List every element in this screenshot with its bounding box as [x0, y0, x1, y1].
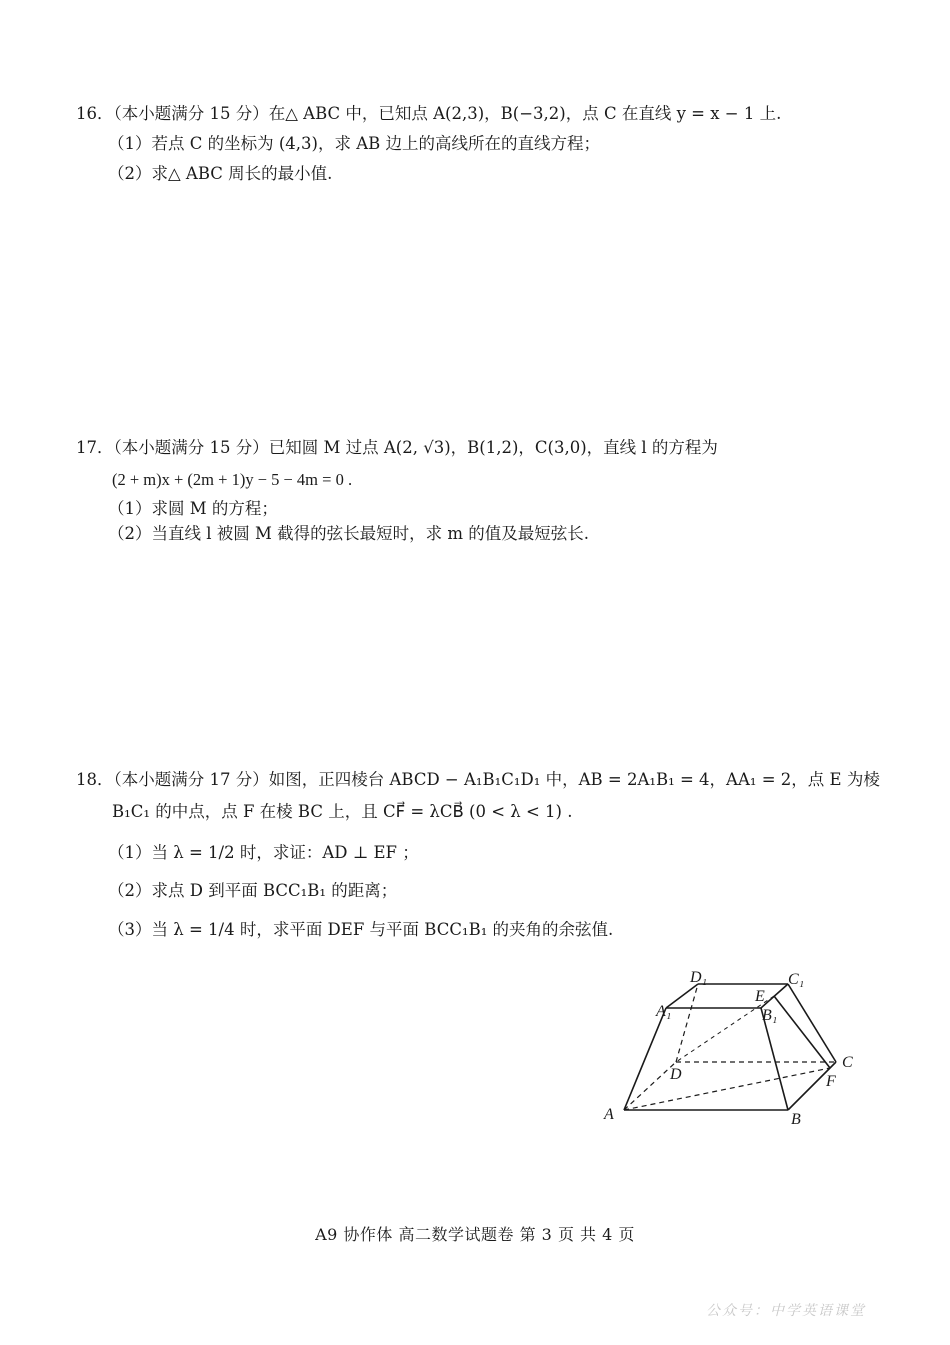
- q18-part1: （1）当 λ = 1/2 时，求证：AD ⊥ EF ；: [108, 843, 419, 862]
- frustum-figure: [598, 960, 878, 1135]
- label-A1: A₁: [656, 1003, 672, 1020]
- watermark: 公众号：中学英语课堂: [706, 1303, 866, 1319]
- q16-stem: 16．（本小题满分 15 分）在△ ABC 中，已知点 A(2,3)，B(−3,2)，点 C 在直线 y = x − 1 上.: [76, 104, 782, 123]
- segment-AF-hidden: [624, 1068, 830, 1110]
- label-A: A: [604, 1106, 614, 1123]
- page-footer: A9 协作体 高二数学试题卷 第 3 页 共 4 页: [315, 1225, 635, 1244]
- edge-AD-hidden: [624, 1062, 676, 1110]
- q18-part2: （2）求点 D 到平面 BCC₁B₁ 的距离；: [108, 881, 398, 900]
- label-B: B: [791, 1111, 801, 1128]
- label-D: D: [670, 1066, 682, 1083]
- label-E: E: [755, 988, 765, 1005]
- q18-stem-continued: B₁C₁ 的中点，点 F 在棱 BC 上，且 CF⃗ = λCB⃗ (0 < λ < 1) .: [112, 802, 573, 821]
- q18-stem: 18．（本小题满分 17 分）如图，正四棱台 ABCD − A₁B₁C₁D₁ 中，AB = 2A₁B₁ = 4，AA₁ = 2，点 E 为棱: [76, 770, 880, 789]
- q16-part1: （1）若点 C 的坐标为 (4,3)，求 AB 边上的高线所在的直线方程；: [108, 134, 601, 153]
- q16-part2: （2）求△ ABC 周长的最小值.: [108, 164, 333, 183]
- label-C1: C₁: [788, 971, 805, 988]
- label-D1: D₁: [690, 969, 708, 986]
- q17-stem: 17．（本小题满分 15 分）已知圆 M 过点 A(2, √3)，B(1,2)，C(3,0)，直线 l 的方程为: [76, 438, 718, 457]
- q17-part1: （1）求圆 M 的方程；: [108, 499, 278, 518]
- q17-part2: （2）当直线 l 被圆 M 截得的弦长最短时，求 m 的值及最短弦长.: [108, 524, 590, 543]
- edge-AA1: [624, 1008, 666, 1110]
- q18-part3: （3）当 λ = 1/4 时，求平面 DEF 与平面 BCC₁B₁ 的夹角的余弦值.: [108, 920, 614, 939]
- segment-DE-hidden: [676, 996, 774, 1062]
- label-C: C: [842, 1054, 853, 1071]
- label-B1: B₁: [762, 1007, 778, 1024]
- edge-DD1-hidden: [676, 984, 698, 1062]
- q17-line-equation: (2 + m)x + (2m + 1)y − 5 − 4m = 0 .: [112, 470, 353, 489]
- label-F: F: [826, 1073, 836, 1090]
